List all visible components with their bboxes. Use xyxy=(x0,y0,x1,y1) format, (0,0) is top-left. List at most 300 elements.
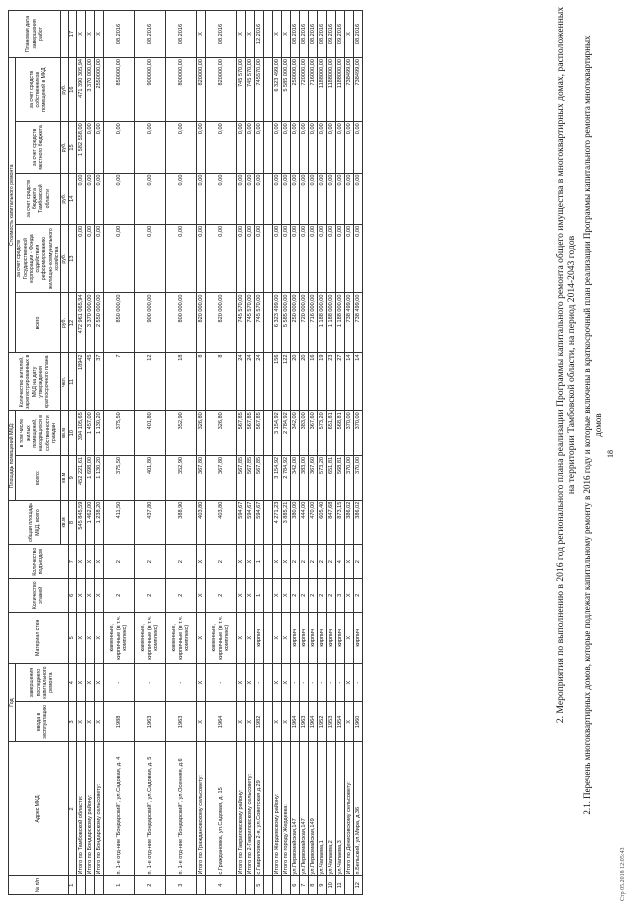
row-entrances: 4 xyxy=(335,545,344,579)
row-year-built: X xyxy=(344,702,353,742)
row-cost-total: 720 000,00 xyxy=(299,293,308,353)
table-row xyxy=(165,11,196,895)
row-address: Итого по Жердевскому району: xyxy=(272,742,281,876)
row-walls: кирпич xyxy=(353,612,362,663)
row-residents: 45 xyxy=(85,353,94,411)
row-cost-owners: 900000,00 xyxy=(134,57,165,121)
row-cost-local: 0,00 xyxy=(326,122,335,173)
row-cost-local: 0,00 xyxy=(165,122,196,173)
row-total-area: 403,80 xyxy=(196,500,205,545)
row-address: с.Гавриловка 2-я, ул.Советская д.29 xyxy=(254,742,263,876)
row-total-area: 605,40 xyxy=(317,500,326,545)
row-address: ул.Первомайская,149 xyxy=(308,742,317,876)
row-number xyxy=(272,876,281,895)
column-numbers-row xyxy=(68,11,76,895)
row-cost-owners: 745 570,00 xyxy=(236,57,245,121)
row-premises-total: 567,85 xyxy=(245,455,254,500)
table-row xyxy=(290,11,299,895)
row-year-built: X xyxy=(245,702,254,742)
header-entrances: Количество подъездов xyxy=(9,545,69,579)
row-address: с.Граждановка, ул.Садовая, д. 15 xyxy=(205,742,236,876)
row-floors: X xyxy=(281,578,290,612)
row-year-built: X xyxy=(236,702,245,742)
row-floors: 2 xyxy=(205,578,236,612)
row-premises-total: 567,85 xyxy=(236,455,245,500)
row-number xyxy=(196,876,205,895)
column-number: 17 xyxy=(68,11,76,58)
row-cost-owners: 2550000,00 xyxy=(94,57,103,121)
row-cost-total: 745 570,00 xyxy=(236,293,245,353)
row-residents: 14 xyxy=(344,353,353,411)
row-premises-owned: 370,00 xyxy=(353,411,362,456)
table-row xyxy=(308,11,317,895)
row-cost-regional: 0,00 xyxy=(165,173,196,224)
row-premises-total: 375,50 xyxy=(103,455,134,500)
row-year-last: X xyxy=(76,663,85,702)
row-cost-regional: 0,00 xyxy=(335,173,344,224)
row-cost-fund: 0,00 xyxy=(299,224,308,293)
row-number xyxy=(281,876,290,895)
row-cost-fund xyxy=(263,224,272,293)
row-cost-fund: 0,00 xyxy=(94,224,103,293)
row-year-built: 1953 xyxy=(326,702,335,742)
row-residents: 7 xyxy=(103,353,134,411)
unit-cell: руб. xyxy=(61,224,68,293)
row-cost-fund: 0,00 xyxy=(76,224,85,293)
header-premises-owned: в том числе жилых помещений, находящихся в собственности граждан xyxy=(16,411,61,456)
row-deadline: 08.2016 xyxy=(353,11,362,58)
row-cost-owners: 1188000,00 xyxy=(335,57,344,121)
row-cost-regional: 0,00 xyxy=(94,173,103,224)
row-deadline: 08.2016 xyxy=(205,11,236,58)
row-total-area: 380,00 xyxy=(290,500,299,545)
row-cost-local: 0,00 xyxy=(196,122,205,173)
row-address: ул.Чапаева,1 xyxy=(317,742,326,876)
row-entrances: X xyxy=(272,545,281,579)
row-residents: 20 xyxy=(290,353,299,411)
row-floors: X xyxy=(85,578,94,612)
row-walls: X xyxy=(344,612,353,663)
row-year-built: 1988 xyxy=(103,702,134,742)
row-residents: 8 xyxy=(196,353,205,411)
row-deadline: X xyxy=(76,11,85,58)
row-floors: 2 xyxy=(165,578,196,612)
row-premises-owned: 370,00 xyxy=(344,411,353,456)
row-cost-local: 0,00 xyxy=(353,122,362,173)
header-cost-fund: за счет средств Государственной корпорации - Фонда содействия реформированию жилищно-коммунального хозяйства xyxy=(16,224,61,293)
header-year-last: завершения последнего капитального ремонта xyxy=(16,663,68,702)
header-num: № п/п xyxy=(9,876,69,895)
row-address: Итого по 2-Гавриловскому сельсовету: xyxy=(245,742,254,876)
row-premises-total: 3 154,92 xyxy=(272,455,281,500)
row-deadline: X xyxy=(94,11,103,58)
row-cost-fund: 0,00 xyxy=(281,224,290,293)
row-cost-total: 2 550 000,00 xyxy=(94,293,103,353)
row-number: 2 xyxy=(134,876,165,895)
row-residents: 14 xyxy=(353,353,362,411)
column-number: 13 xyxy=(68,224,76,293)
row-cost-total: 3 370 000,00 xyxy=(85,293,94,353)
row-cost-local: 0,00 xyxy=(254,122,263,173)
row-entrances: 2 xyxy=(353,545,362,579)
row-premises-total: 573,20 xyxy=(317,455,326,500)
row-year-last: - xyxy=(205,663,236,702)
table-row xyxy=(326,11,335,895)
row-residents: 18942 xyxy=(76,353,85,411)
row-number: 6 xyxy=(290,876,299,895)
row-entrances: X xyxy=(236,545,245,579)
row-deadline: 08.2016 xyxy=(103,11,134,58)
row-cost-regional: 0,00 xyxy=(254,173,263,224)
row-residents: 20 xyxy=(299,353,308,411)
row-walls: X xyxy=(85,612,94,663)
row-floors: X xyxy=(344,578,353,612)
row-total-area: 411,50 xyxy=(103,500,134,545)
row-premises-owned xyxy=(263,411,272,456)
row-floors: X xyxy=(272,578,281,612)
row-entrances: X xyxy=(94,545,103,579)
table-row xyxy=(254,11,263,895)
row-total-area: 388,90 xyxy=(165,500,196,545)
row-walls xyxy=(263,612,272,663)
column-number: 10 xyxy=(68,411,76,456)
row-total-area: 594,67 xyxy=(236,500,245,545)
row-cost-owners: 850000,00 xyxy=(103,57,134,121)
row-total-area: 386,02 xyxy=(353,500,362,545)
row-premises-total: 342,00 xyxy=(290,455,299,500)
row-premises-owned: 651,81 xyxy=(326,411,335,456)
row-premises-total: 401,80 xyxy=(134,455,165,500)
row-year-last: X xyxy=(245,663,254,702)
row-deadline: X xyxy=(344,11,353,58)
row-premises-owned: 568,81 xyxy=(335,411,344,456)
row-walls: X xyxy=(94,612,103,663)
row-premises-total: 383,00 xyxy=(299,455,308,500)
row-total-area: 594,67 xyxy=(254,500,263,545)
row-address: Итого по Бондарскому сельсовету: xyxy=(94,742,103,876)
row-deadline: X xyxy=(245,11,254,58)
row-premises-owned: 375,50 xyxy=(103,411,134,456)
row-cost-owners: 720000,00 xyxy=(299,57,308,121)
row-floors: 2 xyxy=(308,578,317,612)
row-number: 10 xyxy=(326,876,335,895)
row-entrances: 2 xyxy=(103,545,134,579)
row-number: 12 xyxy=(353,876,362,895)
row-address: ул.Чапаева,3 xyxy=(335,742,344,876)
row-entrances xyxy=(263,545,272,579)
row-premises-total: 1 698,00 xyxy=(85,455,94,500)
row-residents: 122 xyxy=(281,353,290,411)
row-year-built: 1963 xyxy=(134,702,165,742)
row-year-last: - xyxy=(299,663,308,702)
table-row xyxy=(299,11,308,895)
row-premises-owned: 342,00 xyxy=(290,411,299,456)
column-number: 4 xyxy=(68,663,76,702)
row-deadline: 08.2016 xyxy=(308,11,317,58)
row-deadline: X xyxy=(281,11,290,58)
row-residents: 8 xyxy=(205,353,236,411)
row-cost-fund: 0,00 xyxy=(245,224,254,293)
row-address xyxy=(263,742,272,876)
row-year-built: 1964 xyxy=(308,702,317,742)
row-cost-regional: 0,00 xyxy=(272,173,281,224)
column-number: 12 xyxy=(68,293,76,353)
table-row xyxy=(103,11,134,895)
header-deadline: Плановая дата завершения работ xyxy=(9,11,61,58)
row-premises-owned: 383,00 xyxy=(299,411,308,456)
row-cost-total: 738 499,00 xyxy=(353,293,362,353)
row-year-built: 1952 xyxy=(317,702,326,742)
row-address: Итого по городу Жердевка: xyxy=(281,742,290,876)
row-cost-local: 0,00 xyxy=(85,122,94,173)
row-total-area: 594,67 xyxy=(245,500,254,545)
row-address: п. 1-е отд-ние "Бондарский", ул.Осенняя, д.6 xyxy=(165,742,196,876)
row-residents xyxy=(263,353,272,411)
row-cost-local: 0,00 xyxy=(103,122,134,173)
row-cost-fund: 0,00 xyxy=(353,224,362,293)
table-row xyxy=(353,11,362,895)
row-cost-regional: 0,00 xyxy=(103,173,134,224)
unit-cell: руб. xyxy=(61,293,68,353)
row-entrances: X xyxy=(281,545,290,579)
row-year-built: X xyxy=(196,702,205,742)
row-address: п. 1-е отд-ние "Бондарский", ул.Садовая, д. 4 xyxy=(103,742,134,876)
row-number: 5 xyxy=(254,876,263,895)
unit-cell: руб. xyxy=(61,173,68,224)
row-cost-local: 0,00 xyxy=(335,122,344,173)
row-cost-regional: 0,00 xyxy=(353,173,362,224)
header-premises-total: всего: xyxy=(16,455,61,500)
row-entrances: 2 xyxy=(308,545,317,579)
row-deadline: 08.2016 xyxy=(165,11,196,58)
row-premises-total: 370,00 xyxy=(344,455,353,500)
row-address: Итого по Тамбовской области: xyxy=(76,742,85,876)
row-residents: 156 xyxy=(272,353,281,411)
header-cost: Стоимость капитального ремонта xyxy=(9,57,16,352)
row-year-last: - xyxy=(165,663,196,702)
row-year-last: X xyxy=(85,663,94,702)
row-cost-fund: 0,00 xyxy=(196,224,205,293)
row-year-last: X xyxy=(196,663,205,702)
row-premises-owned: 401,80 xyxy=(134,411,165,456)
row-floors: 2 xyxy=(103,578,134,612)
row-premises-total: 568,81 xyxy=(335,455,344,500)
row-cost-owners xyxy=(263,57,272,121)
row-number xyxy=(236,876,245,895)
row-number: 3 xyxy=(165,876,196,895)
row-cost-regional: 0,00 xyxy=(76,173,85,224)
row-year-built: 1960 xyxy=(353,702,362,742)
row-walls: X xyxy=(272,612,281,663)
row-number: 4 xyxy=(205,876,236,895)
row-year-built: X xyxy=(281,702,290,742)
row-address: ул.Первомайская,147 xyxy=(290,742,299,876)
row-premises-owned: 3 154,92 xyxy=(272,411,281,456)
row-entrances: X xyxy=(76,545,85,579)
row-year-last xyxy=(263,663,272,702)
row-cost-fund: 0,00 xyxy=(272,224,281,293)
row-cost-owners: 745 570,00 xyxy=(245,57,254,121)
row-year-built: 1964 xyxy=(205,702,236,742)
row-cost-fund: 0,00 xyxy=(236,224,245,293)
row-cost-owners: 250000,00 xyxy=(290,57,299,121)
row-year-last: X xyxy=(94,663,103,702)
column-number: 15 xyxy=(68,122,76,173)
row-cost-local: 0,00 xyxy=(272,122,281,173)
row-cost-local: 0,00 xyxy=(299,122,308,173)
unit-cell: кв.м xyxy=(61,455,68,500)
row-walls: X xyxy=(281,612,290,663)
row-premises-owned: 1 130,20 xyxy=(94,411,103,456)
row-floors: X xyxy=(76,578,85,612)
table-row xyxy=(85,11,94,895)
row-residents: 23 xyxy=(326,353,335,411)
row-total-area: 437,80 xyxy=(134,500,165,545)
header-residents: Количество жителей, зарегистрированных в МКД на дату утверждения краткосрочного плана xyxy=(9,353,61,411)
row-year-built: X xyxy=(272,702,281,742)
row-cost-fund: 0,00 xyxy=(308,224,317,293)
row-year-last: X xyxy=(236,663,245,702)
row-cost-local: 0,00 xyxy=(344,122,353,173)
row-cost-regional: 0,00 xyxy=(281,173,290,224)
row-cost-regional: 0,00 xyxy=(134,173,165,224)
row-entrances: X xyxy=(245,545,254,579)
row-premises-total: 367,60 xyxy=(308,455,317,500)
row-walls: кирпич xyxy=(317,612,326,663)
section-heading: 2. Мероприятия по выполнению в 2016 год регионального плана реализации Программы капитального ремонта общего имущества в многоквартирных домах, расположенных на территории Тамбовской области, на период 2014-2043 годов xyxy=(555,6,577,724)
row-floors: 2 xyxy=(290,578,299,612)
row-deadline: 08.2016 xyxy=(290,11,299,58)
row-deadline: 08.2016 xyxy=(134,11,165,58)
row-year-built: 1963 xyxy=(299,702,308,742)
row-cost-local: 0,00 xyxy=(308,122,317,173)
row-cost-owners: 1188000,00 xyxy=(326,57,335,121)
row-cost-total: 850 000,00 xyxy=(103,293,134,353)
row-number: 9 xyxy=(317,876,326,895)
row-residents: 16 xyxy=(308,353,317,411)
row-year-last: - xyxy=(353,663,362,702)
header-walls: Материал стен xyxy=(9,612,69,663)
row-deadline: 08.2016 xyxy=(299,11,308,58)
row-cost-local: 0,00 xyxy=(236,122,245,173)
row-walls: кирпич xyxy=(326,612,335,663)
row-total-area xyxy=(263,500,272,545)
header-cost-total: всего xyxy=(16,293,61,353)
row-year-last: - xyxy=(254,663,263,702)
row-cost-owners: 3 370 000,00 xyxy=(85,57,94,121)
row-number: 11 xyxy=(335,876,344,895)
row-cost-total: 472 961 065,94 xyxy=(76,293,85,353)
row-year-last: X xyxy=(281,663,290,702)
row-cost-regional: 0,00 xyxy=(317,173,326,224)
row-cost-fund: 0,00 xyxy=(165,224,196,293)
row-number xyxy=(344,876,353,895)
column-number: 1 xyxy=(68,876,76,895)
row-cost-local: 0,00 xyxy=(281,122,290,173)
row-year-built: 1954 xyxy=(335,702,344,742)
row-walls: каменные, кирпичные (в т.ч. комплекс) xyxy=(205,612,236,663)
row-cost-regional: 0,00 xyxy=(326,173,335,224)
row-walls: X xyxy=(245,612,254,663)
page-number: 18 xyxy=(606,450,615,458)
row-year-last: - xyxy=(103,663,134,702)
row-number xyxy=(94,876,103,895)
row-premises-total: 1 130,20 xyxy=(94,455,103,500)
row-cost-total: 820 000,00 xyxy=(205,293,236,353)
row-floors: X xyxy=(196,578,205,612)
row-residents: 18 xyxy=(165,353,196,411)
row-walls: кирпич xyxy=(290,612,299,663)
row-year-last: X xyxy=(272,663,281,702)
table-row xyxy=(272,11,281,895)
row-premises-total: 367,80 xyxy=(205,455,236,500)
row-premises-total: 452 221,61 xyxy=(76,455,85,500)
row-cost-local: 1 582 558,00 xyxy=(76,122,85,173)
row-residents: 24 xyxy=(236,353,245,411)
row-walls: кирпич xyxy=(308,612,317,663)
row-premises-total: 651,81 xyxy=(326,455,335,500)
column-number: 2 xyxy=(68,742,76,876)
table-row xyxy=(94,11,103,895)
column-number: 7 xyxy=(68,545,76,579)
header-cost-regional: за счет средств бюджета Тамбовской области xyxy=(16,173,61,224)
row-cost-regional: 0,00 xyxy=(236,173,245,224)
row-total-area: 545 845,59 xyxy=(76,500,85,545)
row-cost-owners: 738499,00 xyxy=(344,57,353,121)
row-address: Итого по Граждановскому сельсовету: xyxy=(196,742,205,876)
table-row xyxy=(76,11,85,895)
row-deadline: 09.2016 xyxy=(335,11,344,58)
header-year: Год xyxy=(9,663,16,741)
row-entrances: 2 xyxy=(290,545,299,579)
row-floors: 2 xyxy=(299,578,308,612)
row-residents: 12 xyxy=(134,353,165,411)
header-floors: Количество этажей xyxy=(9,578,69,612)
row-address: Итого по Бондарскому району: xyxy=(85,742,94,876)
row-cost-regional: 0,00 xyxy=(205,173,236,224)
unit-cell: руб. xyxy=(61,57,68,121)
column-number: 5 xyxy=(68,612,76,663)
row-address: Итого по Гавриловскому району: xyxy=(236,742,245,876)
row-total-area: 1 462,00 xyxy=(85,500,94,545)
row-year-last: - xyxy=(317,663,326,702)
row-entrances: 2 xyxy=(299,545,308,579)
row-total-area: 3 885,21 xyxy=(281,500,290,545)
row-year-built: 1964 xyxy=(290,702,299,742)
row-year-built: X xyxy=(76,702,85,742)
column-number: 11 xyxy=(68,353,76,411)
row-entrances: X xyxy=(344,545,353,579)
row-total-area: 4 271,23 xyxy=(272,500,281,545)
row-total-area: 873,15 xyxy=(335,500,344,545)
row-year-built: 1963 xyxy=(165,702,196,742)
header-year-built: ввода в эксплуатацию xyxy=(16,702,68,742)
row-total-area: 1 238,20 xyxy=(94,500,103,545)
row-entrances: 2 xyxy=(326,545,335,579)
header-address: Адрес МКД xyxy=(9,742,69,876)
row-premises-owned: 326,80 xyxy=(205,411,236,456)
row-walls: X xyxy=(236,612,245,663)
row-cost-owners: 820000,00 xyxy=(196,57,205,121)
row-deadline: X xyxy=(272,11,281,58)
row-cost-owners: 5 585 000,00 xyxy=(281,57,290,121)
row-total-area: 470,00 xyxy=(308,500,317,545)
header-premises-area: Площадь помещений МКД: xyxy=(9,411,16,500)
table-row xyxy=(263,11,272,895)
row-deadline: X xyxy=(196,11,205,58)
row-residents: 27 xyxy=(335,353,344,411)
row-premises-total: 370,00 xyxy=(353,455,362,500)
